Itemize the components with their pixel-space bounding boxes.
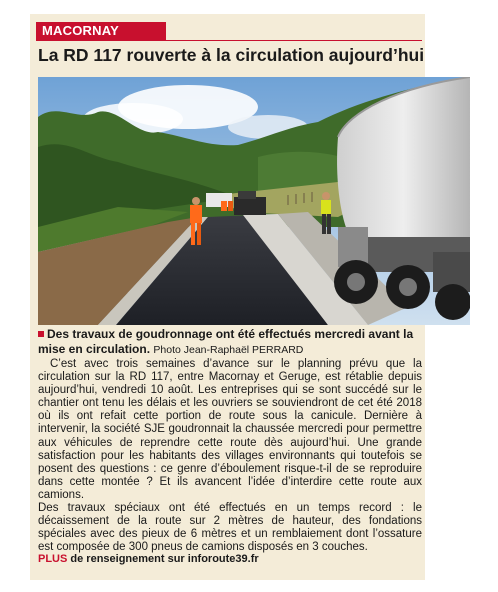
- paragraph-2: Des travaux spéciaux ont été effectués en un temps record : le décaissement de la route sur 2 mètres de hauteur, des fondations spéciales avec des pieux de 6 mètres et un remblaiement dont l’ossature est composée de 300 pneus de camions disposés en 3 couches.: [38, 502, 422, 554]
- caption-marker-icon: [38, 331, 44, 337]
- section-rule: [36, 40, 422, 41]
- photo-caption: [38, 327, 422, 358]
- more-info-line: [38, 552, 422, 566]
- section-label: MACORNAY: [36, 22, 166, 40]
- caption-text: Des travaux de goudronnage ont été effectués mercredi avant la mise en circulation.: [38, 327, 414, 356]
- paragraph-1: C’est avec trois semaines d’avance sur le planning prévu que la circulation sur la RD 117, entre Macornay et Geruge, est rétablie depuis aujourd’hui, vendredi 10 août. Les entreprises qui se sont succédé sur le chantier ont tenu les délais et les ouvriers se souviendront de cet été 2018 où ils ont refait cette portion de route sous la canicule. Dernière à intervenir, la société SJE goudronnait la chaussée mercredi pour permettre aux véhicules de reprendre cette route dès aujourd’hui. Une grande satisfaction pour les habitants des villages environnants qui toutefois se posent des questions : ce genre d’éboulement risque-t-il de se reproduire dans cette montée ? Et ils avancent l’idée d’interdire cette route aux camions.: [38, 358, 422, 501]
- road-works-photo: [38, 77, 470, 325]
- more-info-link[interactable]: de renseignement sur inforoute39.fr: [67, 553, 259, 565]
- article-body: [38, 358, 422, 554]
- article-photo: [38, 77, 470, 325]
- photo-credit: Photo Jean-Raphaël PERRARD: [153, 344, 304, 356]
- headline: La RD 117 rouverte à la circulation aujourd’hui: [38, 45, 425, 65]
- more-label: PLUS: [38, 553, 68, 565]
